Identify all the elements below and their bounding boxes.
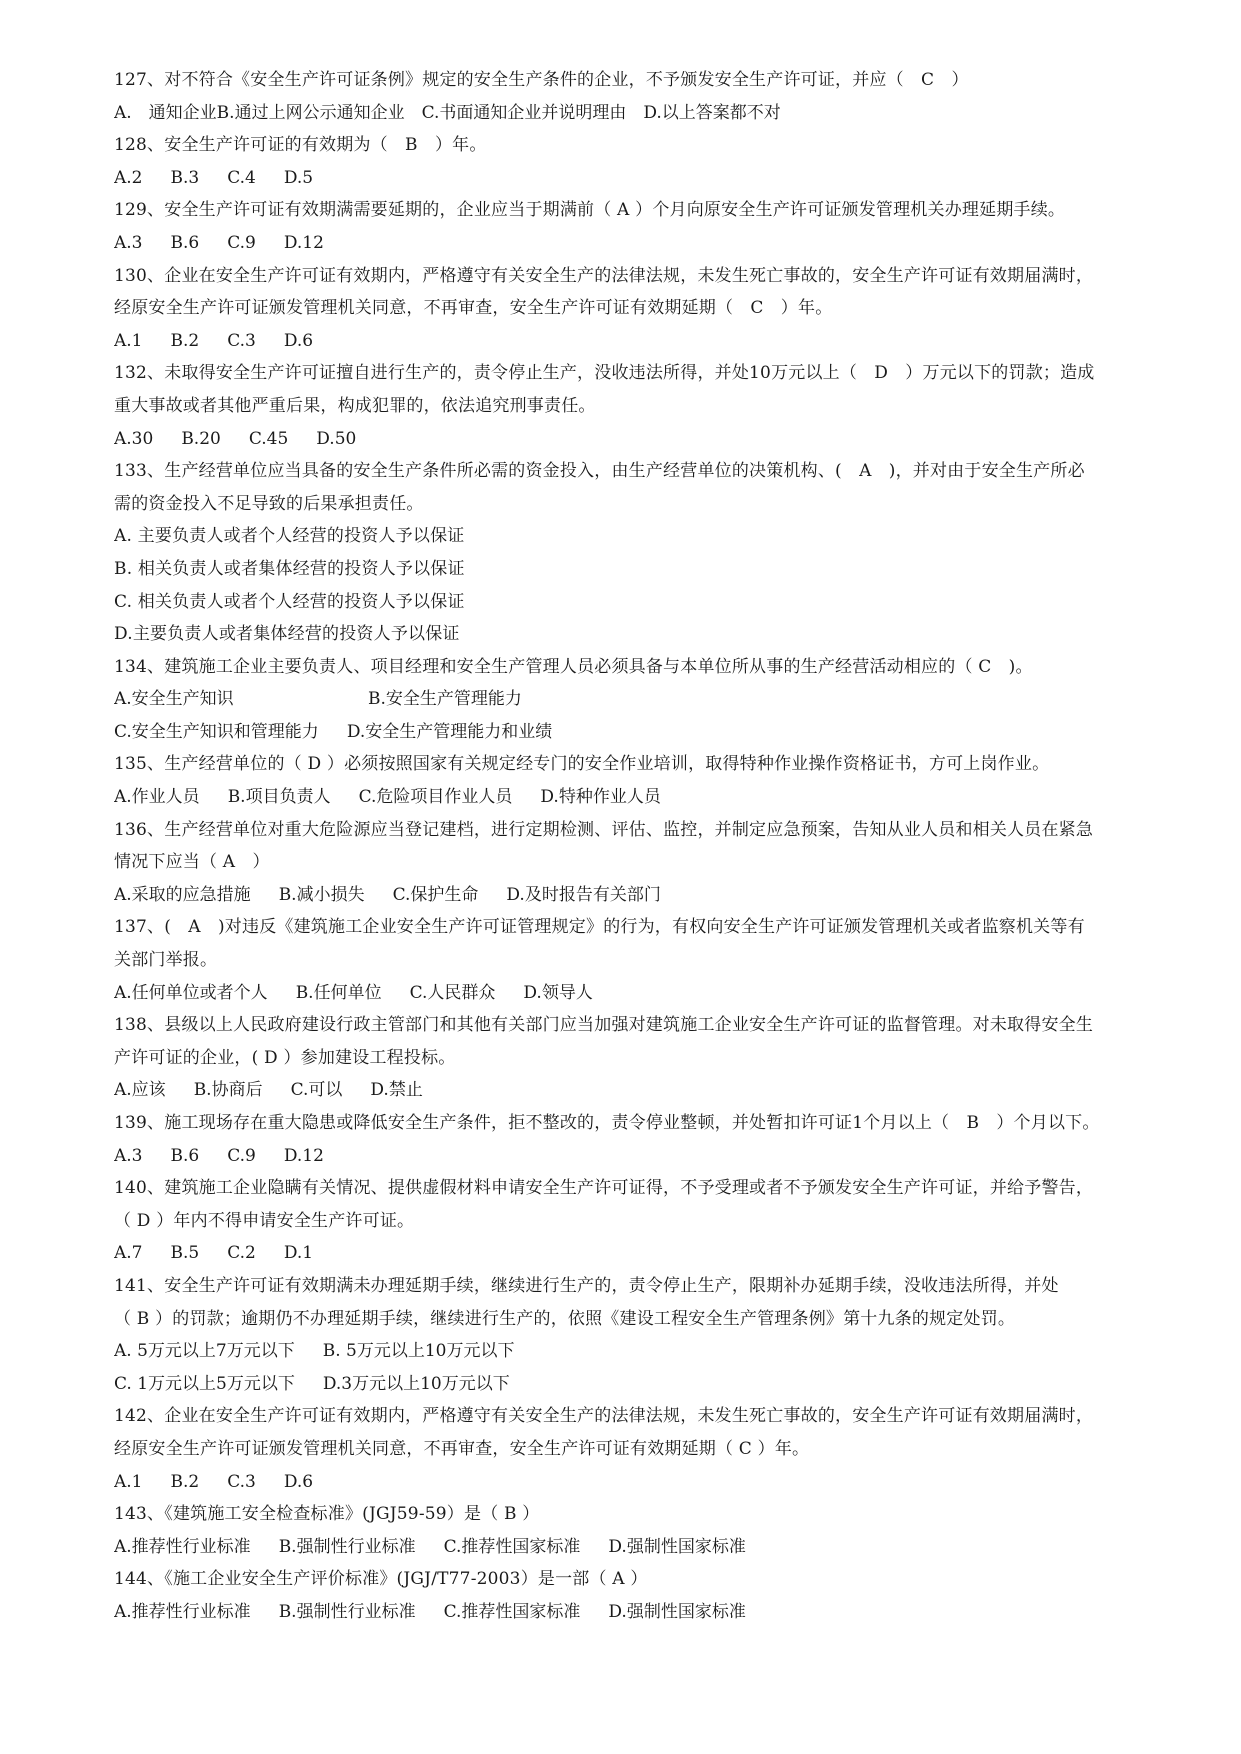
option-item: A.推荐性行业标准 bbox=[114, 1536, 251, 1557]
option-item: A.30 bbox=[114, 428, 154, 449]
options-line bbox=[114, 1531, 1174, 1564]
option-item: A.推荐性行业标准 bbox=[114, 1601, 251, 1622]
option-item: C.人民群众 bbox=[409, 982, 496, 1003]
option-item: B.安全生产管理能力 bbox=[368, 689, 522, 710]
text-line: 143、《建筑施工安全检查标准》(JGJ59-59）是（ B ） bbox=[114, 1504, 540, 1525]
options-line bbox=[114, 879, 1174, 912]
text-line: 141、安全生产许可证有效期满未办理延期手续，继续进行生产的，责令停止生产，限期补办延期手续，没收违法所得，并处 bbox=[114, 1275, 1059, 1296]
option-item: D.3万元以上10万元以下 bbox=[322, 1373, 510, 1394]
option-item: A.应该 bbox=[114, 1080, 166, 1101]
option-item: A.2 bbox=[114, 167, 143, 188]
text-line: 137、( A )对违反《建筑施工企业安全生产许可证管理规定》的行为，有权向安全生产许可证颁发管理机关或者监察机关等有 bbox=[114, 917, 1085, 938]
text-line: 140、建筑施工企业隐瞒有关情况、提供虚假材料申请安全生产许可证得，不予受理或者不予颁发安全生产许可证，并给予警告， bbox=[114, 1178, 1094, 1199]
option-item: D.领导人 bbox=[523, 982, 593, 1003]
option-item: D.50 bbox=[316, 428, 357, 449]
text-line: 135、生产经营单位的（ D ）必须按照国家有关规定经专门的安全作业培训，取得特种作业操作资格证书，方可上岗作业。 bbox=[114, 754, 1050, 775]
options-line bbox=[114, 423, 1174, 456]
option-item: D.12 bbox=[283, 1145, 324, 1166]
option-item: B.20 bbox=[181, 428, 221, 449]
options-line bbox=[114, 716, 1174, 749]
text-line: 142、企业在安全生产许可证有效期内，严格遵守有关安全生产的法律法规，未发生死亡事故的，安全生产许可证有效期届满时， bbox=[114, 1406, 1094, 1427]
option-item: B.3 bbox=[170, 167, 200, 188]
option-item: A.1 bbox=[114, 330, 143, 351]
text-line: 133、生产经营单位应当具备的安全生产条件所必需的资金投入，由生产经营单位的决策机构、( A )，并对由于安全生产所必 bbox=[114, 461, 1085, 482]
text-line: 136、生产经营单位对重大危险源应当登记建档，进行定期检测、评估、监控，并制定应急预案，告知从业人员和相关人员在紧急 bbox=[114, 819, 1094, 840]
options-line bbox=[114, 1074, 1174, 1107]
option-item: D.5 bbox=[283, 167, 314, 188]
option-item: C.9 bbox=[227, 1145, 256, 1166]
option-item: C.可以 bbox=[290, 1080, 343, 1101]
option-item: A.3 bbox=[114, 1145, 143, 1166]
text-line: 129、安全生产许可证有效期满需要延期的，企业应当于期满前（ A ）个月向原安全生产许可证颁发管理机关办理延期手续。 bbox=[114, 200, 1066, 221]
option-item: A. 通知企业B.通过上网公示通知企业 C.书面通知企业并说明理由 D.以上答案都不对 bbox=[114, 102, 781, 123]
option-item: A. 5万元以上7万元以下 bbox=[114, 1341, 295, 1362]
option-item: B.5 bbox=[170, 1243, 200, 1264]
options-line bbox=[114, 162, 1174, 195]
options-line bbox=[114, 977, 1174, 1010]
text-line: A. 主要负责人或者个人经营的投资人予以保证 bbox=[114, 526, 465, 547]
option-item: A.1 bbox=[114, 1471, 143, 1492]
option-item: B.减小损失 bbox=[278, 884, 365, 905]
option-item: D.6 bbox=[283, 330, 314, 351]
text-line: 128、安全生产许可证的有效期为（ B ）年。 bbox=[114, 135, 487, 156]
option-item: C.安全生产知识和管理能力 bbox=[114, 721, 319, 742]
options-line bbox=[114, 683, 1174, 716]
options-line bbox=[114, 1335, 1174, 1368]
option-item: B. 5万元以上10万元以下 bbox=[322, 1341, 515, 1362]
option-item: C.推荐性国家标准 bbox=[443, 1536, 581, 1557]
option-item: C.危险项目作业人员 bbox=[358, 787, 513, 808]
options-line bbox=[114, 1368, 1174, 1401]
option-item: A.安全生产知识 bbox=[114, 689, 234, 710]
options-line bbox=[114, 325, 1174, 358]
option-item: D.12 bbox=[283, 232, 324, 253]
text-line: 情况下应当（ A ） bbox=[114, 852, 270, 873]
text-line: 132、未取得安全生产许可证擅自进行生产的，责令停止生产，没收违法所得，并处10万元以上（ D ）万元以下的罚款；造成 bbox=[114, 363, 1095, 384]
option-item: C.3 bbox=[227, 330, 256, 351]
text-line: 经原安全生产许可证颁发管理机关同意，不再审查，安全生产许可证有效期延期（ C ）年。 bbox=[114, 298, 833, 319]
text-line: 需的资金投入不足导致的后果承担责任。 bbox=[114, 493, 424, 514]
option-item: D.1 bbox=[283, 1243, 314, 1264]
option-item: C.45 bbox=[248, 428, 289, 449]
option-item: D.强制性国家标准 bbox=[608, 1601, 746, 1622]
option-item: C. 1万元以上5万元以下 bbox=[114, 1373, 295, 1394]
options-line bbox=[114, 97, 1174, 130]
text-line: 重大事故或者其他严重后果，构成犯罪的，依法追究刑事责任。 bbox=[114, 395, 596, 416]
option-item: C.9 bbox=[227, 232, 256, 253]
text-line: 经原安全生产许可证颁发管理机关同意，不再审查，安全生产许可证有效期延期（ C ）年。 bbox=[114, 1438, 810, 1459]
option-item: D.特种作业人员 bbox=[540, 787, 661, 808]
option-item: A.7 bbox=[114, 1243, 143, 1264]
option-item: C.推荐性国家标准 bbox=[443, 1601, 581, 1622]
text-line: 139、施工现场存在重大隐患或降低安全生产条件，拒不整改的，责令停业整顿，并处暂扣许可证1个月以上（ B ）个月以下。 bbox=[114, 1113, 1100, 1133]
option-item: B.强制性行业标准 bbox=[278, 1601, 416, 1622]
option-item: B.2 bbox=[170, 330, 200, 351]
option-item: C.保护生命 bbox=[392, 884, 479, 905]
option-item: D.6 bbox=[283, 1471, 314, 1492]
text-line: 144、《施工企业安全生产评价标准》(JGJ/T77-2003）是一部（ A ） bbox=[114, 1569, 648, 1590]
option-item: A.任何单位或者个人 bbox=[114, 982, 268, 1003]
option-item: D.强制性国家标准 bbox=[608, 1536, 746, 1557]
option-item: D.及时报告有关部门 bbox=[506, 884, 661, 905]
option-item: A.作业人员 bbox=[114, 787, 200, 808]
options-line bbox=[114, 1466, 1174, 1499]
text-line: C. 相关负责人或者个人经营的投资人予以保证 bbox=[114, 591, 465, 612]
text-line: 关部门举报。 bbox=[114, 950, 218, 971]
text-line: 产许可证的企业，( D ）参加建设工程投标。 bbox=[114, 1047, 456, 1068]
option-item: D.安全生产管理能力和业绩 bbox=[346, 721, 553, 742]
option-item: A.采取的应急措施 bbox=[114, 884, 251, 905]
option-item: B.6 bbox=[170, 1145, 200, 1166]
text-line: 138、县级以上人民政府建设行政主管部门和其他有关部门应当加强对建筑施工企业安全生产许可证的监督管理。对未取得安全生 bbox=[114, 1015, 1094, 1036]
text-line: B. 相关负责人或者集体经营的投资人予以保证 bbox=[114, 558, 465, 579]
text-line: 130、企业在安全生产许可证有效期内，严格遵守有关安全生产的法律法规，未发生死亡事故的，安全生产许可证有效期届满时， bbox=[114, 265, 1094, 286]
question-list bbox=[114, 64, 1174, 1629]
option-item: A.3 bbox=[114, 232, 143, 253]
option-item: C.2 bbox=[227, 1243, 256, 1264]
text-line: （ B ）的罚款；逾期仍不办理延期手续，继续进行生产的，依照《建设工程安全生产管理条例》第十九条的规定处罚。 bbox=[114, 1308, 1016, 1329]
options-line bbox=[114, 227, 1174, 260]
options-line bbox=[114, 781, 1174, 814]
options-line bbox=[114, 1596, 1174, 1629]
option-item: B.强制性行业标准 bbox=[278, 1536, 416, 1557]
option-item: C.3 bbox=[227, 1471, 256, 1492]
option-item: B.任何单位 bbox=[295, 982, 382, 1003]
text-line: 127、对不符合《安全生产许可证条例》规定的安全生产条件的企业，不予颁发安全生产许可证，并应（ C ） bbox=[114, 70, 969, 90]
text-line: （ D ）年内不得申请安全生产许可证。 bbox=[114, 1210, 415, 1231]
option-item: B.项目负责人 bbox=[227, 787, 331, 808]
option-item: D.禁止 bbox=[370, 1080, 423, 1101]
option-item: C.4 bbox=[227, 167, 256, 188]
options-line bbox=[114, 1140, 1174, 1173]
option-item: B.2 bbox=[170, 1471, 200, 1492]
option-item: B.协商后 bbox=[193, 1080, 263, 1101]
text-line: 134、建筑施工企业主要负责人、项目经理和安全生产管理人员必须具备与本单位所从事的生产经营活动相应的（ C )。 bbox=[114, 656, 1033, 677]
text-line: D.主要负责人或者集体经营的投资人予以保证 bbox=[114, 624, 460, 645]
option-item: B.6 bbox=[170, 232, 200, 253]
options-line bbox=[114, 1237, 1174, 1270]
